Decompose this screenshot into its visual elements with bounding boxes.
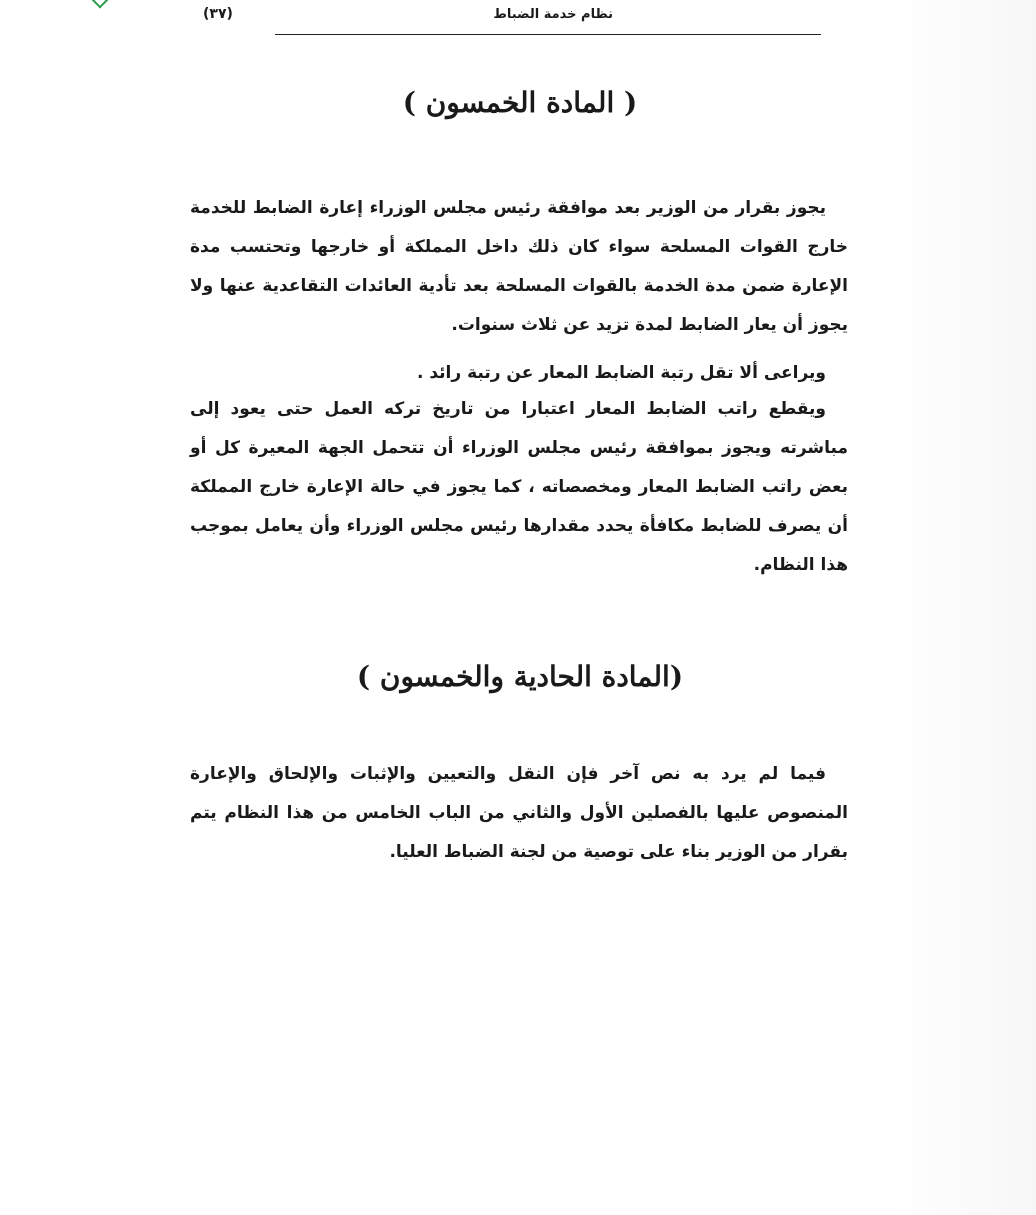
page-header <box>195 0 823 36</box>
header-rule <box>275 34 821 35</box>
article-50-paragraph-3: ويقطع راتب الضابط المعار اعتبارا من تاريخ تركه العمل حتى يعود إلى مباشرته ويجوز بموافقة رئيس مجلس الوزراء أن تتحمل الجهة المعيرة كل أو بعض راتب الضابط المعار ومخصصاته ، كما يجوز في حالة الإعارة خارج المملكة أن يصرف للضابط مكافأة يحدد مقدارها رئيس مجلس الوزراء وأن يعامل بموجب هذا النظام. <box>190 399 848 575</box>
article-51-title: (المادة الحادية والخمسون ) <box>356 660 684 693</box>
article-50-title: ( المادة الخمسون ) <box>402 86 638 119</box>
article-50-paragraph-2: ويراعى ألا تقل رتبة الضابط المعار عن رتبة رائد . <box>416 363 826 383</box>
page-edge-shading <box>886 0 1036 1215</box>
running-title: نظام خدمة الضباط <box>493 7 613 22</box>
check-mark-icon <box>92 0 109 8</box>
article-51-paragraph-1: فيما لم يرد به نص آخر فإن النقل والتعيين والإثبات والإلحاق والإعارة المنصوص عليها بالفصلين الأول والثاني من الباب الخامس من هذا النظام يتم بقرار من الوزير بناء على توصية من لجنة الضباط العليا. <box>190 764 848 862</box>
article-50-paragraph-1: يجوز بقرار من الوزير بعد موافقة رئيس مجلس الوزراء إعارة الضابط للخدمة خارج القوات المسلحة سواء كان ذلك داخل المملكة أو خارجها وتحتسب مدة الإعارة ضمن مدة الخدمة بالقوات المسلحة بعد تأدية العائدات التقاعدية عنها ولا يجوز أن يعار الضابط لمدة تزيد عن ثلاث سنوات. <box>190 198 848 335</box>
page-number: (٣٧) <box>203 6 233 22</box>
